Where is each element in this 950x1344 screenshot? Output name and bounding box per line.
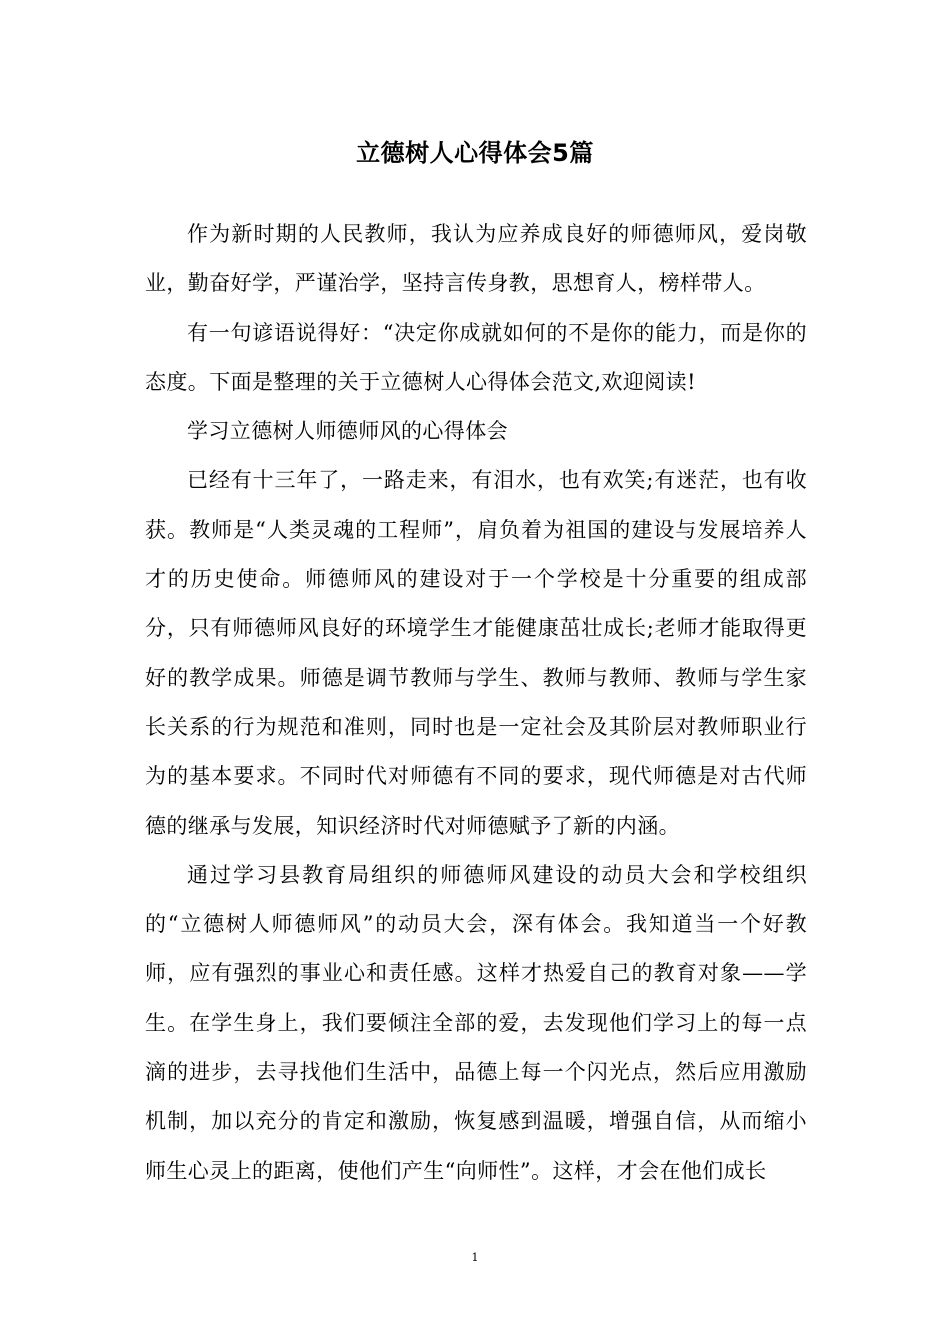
section-heading: 学习立德树人师德师风的心得体会 [187,419,508,444]
page-number: 1 [471,1251,479,1264]
document-body [145,210,807,1196]
paragraph-proverb: 有一句谚语说得好：“决定你成就如何的不是你的能力，而是你的态度。下面是整理的关于立德树人心得体会范文,欢迎阅读! [145,320,807,394]
document-title: 立德树人心得体会5篇 [356,139,594,167]
paragraph-learning: 通过学习县教育局组织的师德师风建设的动员大会和学校组织的“立德树人师德师风”的动员大会，深有体会。我知道当一个好教师，应有强烈的事业心和责任感。这样才热爱自己的教育对象——学生。在学生身上，我们要倾注全部的爱，去发现他们学习上的每一点滴的进步，去寻找他们生活中，品德上每一个闪光点，然后应用激励机制，加以充分的肯定和激励，恢复感到温暖，增强自信，从而缩小师生心灵上的距离，使他们产生“向师性”。这样，才会在他们成长 [145,862,807,1183]
paragraph-intro: 作为新时期的人民教师，我认为应养成良好的师德师风，爱岗敬业，勤奋好学，严谨治学，坚持言传身教，思想育人，榜样带人。 [145,222,807,296]
paragraph-experience: 已经有十三年了，一路走来，有泪水，也有欢笑;有迷茫，也有收获。教师是“人类灵魂的工程师”，肩负着为祖国的建设与发展培养人才的历史使命。师德师风的建设对于一个学校是十分重要的组成部分，只有师德师风良好的环境学生才能健康茁壮成长;老师才能取得更好的教学成果。师德是调节教师与学生、教师与教师、教师与学生家长关系的行为规范和准则，同时也是一定社会及其阶层对教师职业行为的基本要求。不同时代对师德有不同的要求，现代师德是对古代师德的继承与发展，知识经济时代对师德赋予了新的内涵。 [145,468,807,838]
